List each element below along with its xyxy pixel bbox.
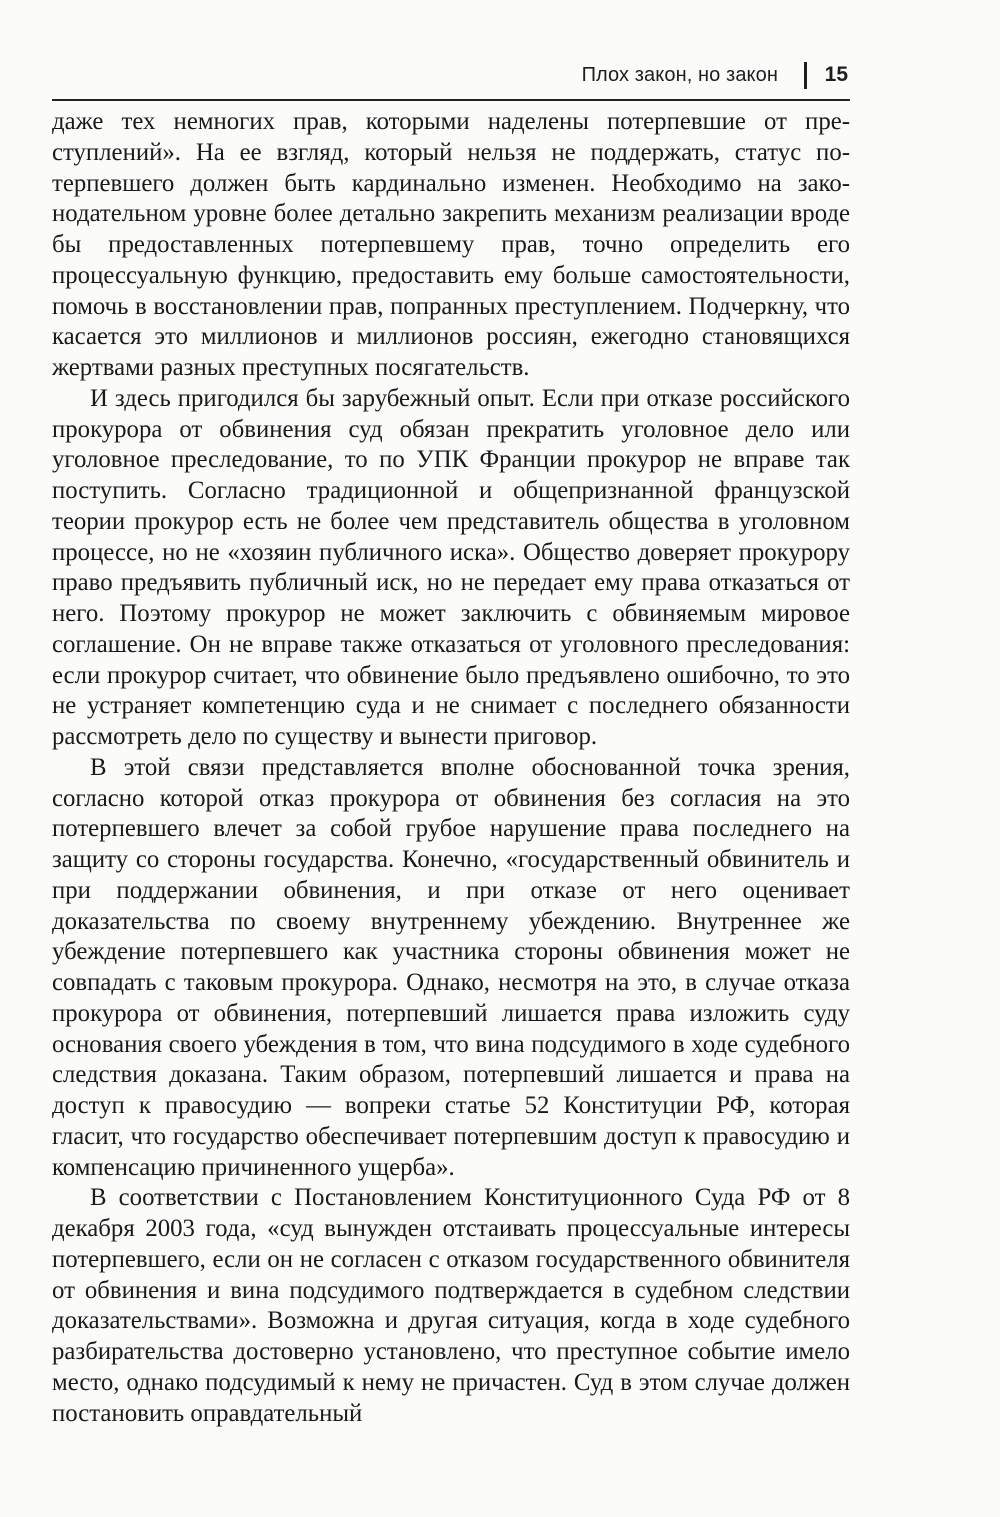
paragraph-continued: даже тех немногих прав, которыми наделены потерпевшие от преступлений». На ее взгляд, который нельзя не поддержать, статус потерпевшего должен быть кардинально изменен. Необходимо на законодательном уровне более детально закрепить механизм реализации вроде бы предоставленных потерпевшему прав, точно определить его процессуальную функцию, предоставить ему больше самостоятельности, помочь в восстановлении прав, попранных преступлением. Подчеркну, что касается это миллионов и миллионов россиян, ежегодно становящихся жертвами разных преступных посягательств. bbox=[52, 108, 850, 381]
running-head bbox=[52, 62, 850, 96]
page-number: 15 bbox=[824, 63, 848, 86]
paragraph: В этой связи представляется вполне обоснованной точка зрения, согласно которой отказ прокурора от обвинения без согласия на это потерпевшего влечет за собой грубое нарушение права последнего на защиту со стороны государства. Конечно, «государственный обвинитель и при поддержании обвинения, и при отказе от него оценивает доказательства по своему внутреннему убеждению. Внутреннее же убеждение потерпевшего как участника стороны обвинения может не совпадать с таковым прокурора. Однако, несмотря на это, в случае отказа прокурора от обвинения, потерпевший лишается права изложить суду основания своего убеждения в том, что вина подсудимого в ходе судебного следствия доказана. Таким образом, потерпевший лишается и права на доступ к правосудию — вопреки статье 52 Конституции РФ, которая гласит, что государство обеспечивает потерпевшим доступ к правосудию и компенсацию причиненного ущерба». bbox=[52, 753, 850, 1181]
paragraph: В соответствии с Постановлением Конституционного Суда РФ от 8 декабря 2003 года, «суд вынужден отстаивать процессуальные интересы потерпевшего, если он не согласен с отказом государственного обвинителя от обвинения и вина подсудимого подтверждается в судебном следствии доказательствами». Возможна и другая ситуация, когда в ходе судебного разбирательства достоверно установлено, что преступное событие имело место, однако подсудимый к нему не причастен. Суд в этом случае должен постановить оправдательный bbox=[52, 1184, 850, 1427]
paragraph: И здесь пригодился бы зарубежный опыт. Если при отказе российского прокурора от обвинения суд обязан прекратить уголовное дело или уголовное преследование, то по УПК Франции прокурор не вправе так поступить. Согласно традиционной и общепризнанной французской теории прокурор есть не более чем представитель общества в уголовном процессе, но не «хозяин публичного иска». Общество доверяет прокурору право предъявить публичный иск, но не передает ему права отказаться от него. Поэтому прокурор не может заключить с обвиняемым мировое соглашение. Он не вправе также отказаться от уголовного преследования: если прокурор считает, что обвинение было предъявлено ошибочно, то это не устраняет компетенцию суда и не снимает с последнего обязанности рассмотреть дело по существу и вынести приговор. bbox=[52, 384, 850, 750]
header-rule bbox=[52, 99, 850, 101]
running-head-title: Плох закон, но закон bbox=[581, 64, 778, 86]
body-text bbox=[52, 107, 850, 1429]
running-head-separator bbox=[804, 62, 807, 89]
